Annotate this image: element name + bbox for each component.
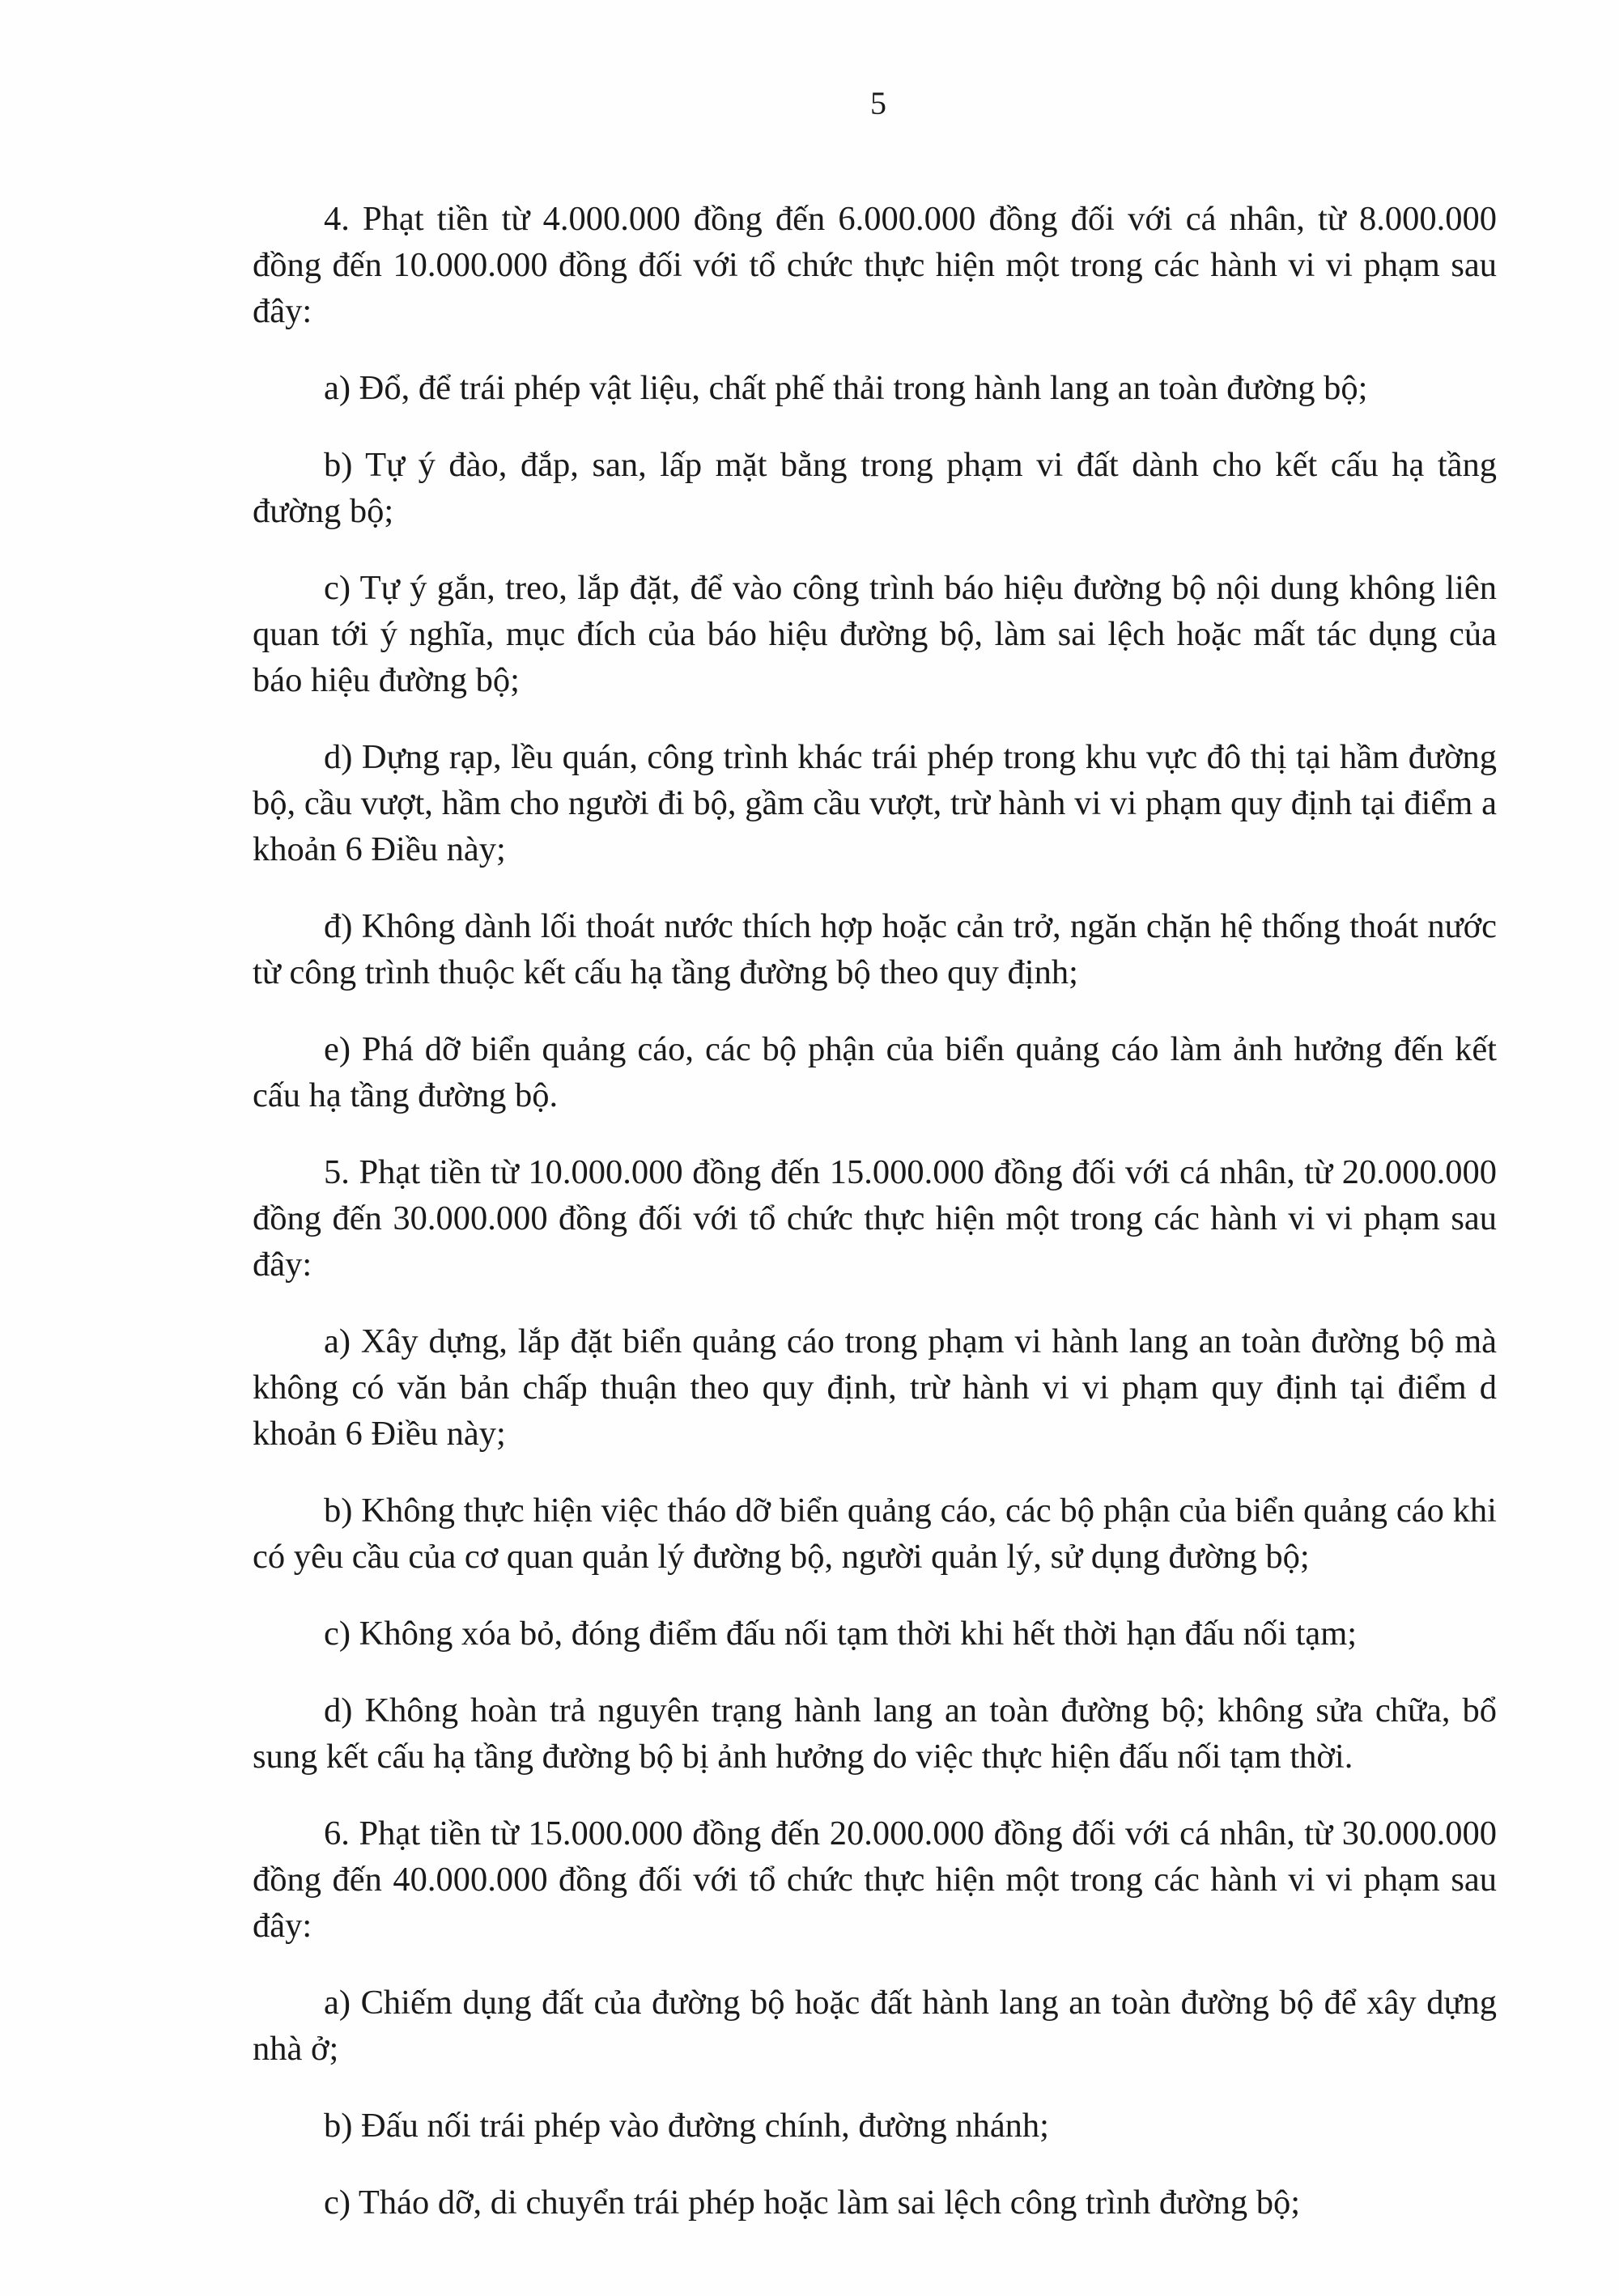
document-body bbox=[253, 196, 1497, 2256]
clause-5-item-c: c) Không xóa bỏ, đóng điểm đấu nối tạm thời khi hết thời hạn đấu nối tạm; bbox=[324, 1615, 1358, 1653]
clause-4-item-d: d) Dựng rạp, lều quán, công trình khác trái phép trong khu vực đô thị tại hầm đường bộ, cầu vượt, hầm cho người đi bộ, gầm cầu vượt, trừ hành vi vi phạm quy định tại điểm a khoản 6 Điều này; bbox=[253, 738, 1497, 868]
page-number: 5 bbox=[870, 85, 886, 121]
clause-6-item-a: a) Chiếm dụng đất của đường bộ hoặc đất hành lang an toàn đường bộ để xây dựng nhà ở; bbox=[253, 1984, 1497, 2068]
clause-6-item-c: c) Tháo dỡ, di chuyển trái phép hoặc làm sai lệch công trình đường bộ; bbox=[324, 2184, 1301, 2222]
clause-4-item-a: a) Đổ, để trái phép vật liệu, chất phế thải trong hành lang an toàn đường bộ; bbox=[324, 369, 1368, 407]
clause-4-item-e: e) Phá dỡ biển quảng cáo, các bộ phận của biển quảng cáo làm ảnh hưởng đến kết cấu hạ tầng đường bộ. bbox=[253, 1030, 1497, 1114]
clause-5-item-d: d) Không hoàn trả nguyên trạng hành lang an toàn đường bộ; không sửa chữa, bổ sung kết cấu hạ tầng đường bộ bị ảnh hưởng do việc thực hiện đấu nối tạm thời. bbox=[253, 1691, 1497, 1776]
clause-4-item-c: c) Tự ý gắn, treo, lắp đặt, để vào công trình báo hiệu đường bộ nội dung không liên quan tới ý nghĩa, mục đích của báo hiệu đường bộ, làm sai lệch hoặc mất tác dụng của báo hiệu đường bộ; bbox=[253, 569, 1497, 699]
clause-5-item-b: b) Không thực hiện việc tháo dỡ biển quảng cáo, các bộ phận của biển quảng cáo khi có yêu cầu của cơ quan quản lý đường bộ, người quản lý, sử dụng đường bộ; bbox=[253, 1492, 1497, 1576]
clause-4-intro: 4. Phạt tiền từ 4.000.000 đồng đến 6.000.000 đồng đối với cá nhân, từ 8.000.000 đồng đến 10.000.000 đồng đối với tổ chức thực hiện một trong các hành vi vi phạm sau đây: bbox=[253, 200, 1497, 330]
clause-5-item-a: a) Xây dựng, lắp đặt biển quảng cáo trong phạm vi hành lang an toàn đường bộ mà không có văn bản chấp thuận theo quy định, trừ hành vi vi phạm quy định tại điểm d khoản 6 Điều này; bbox=[253, 1322, 1497, 1453]
clause-4-item-dd: đ) Không dành lối thoát nước thích hợp hoặc cản trở, ngăn chặn hệ thống thoát nước từ công trình thuộc kết cấu hạ tầng đường bộ theo quy định; bbox=[253, 907, 1497, 991]
clause-5-intro: 5. Phạt tiền từ 10.000.000 đồng đến 15.000.000 đồng đối với cá nhân, từ 20.000.000 đồng đến 30.000.000 đồng đối với tổ chức thực hiện một trong các hành vi vi phạm sau đây: bbox=[253, 1153, 1497, 1284]
clause-4-item-b: b) Tự ý đào, đắp, san, lấp mặt bằng trong phạm vi đất dành cho kết cấu hạ tầng đường bộ; bbox=[253, 446, 1497, 530]
clause-6-item-b: b) Đấu nối trái phép vào đường chính, đường nhánh; bbox=[324, 2107, 1049, 2145]
clause-6-intro: 6. Phạt tiền từ 15.000.000 đồng đến 20.000.000 đồng đối với cá nhân, từ 30.000.000 đồng đến 40.000.000 đồng đối với tổ chức thực hiện một trong các hành vi vi phạm sau đây: bbox=[253, 1814, 1497, 1945]
